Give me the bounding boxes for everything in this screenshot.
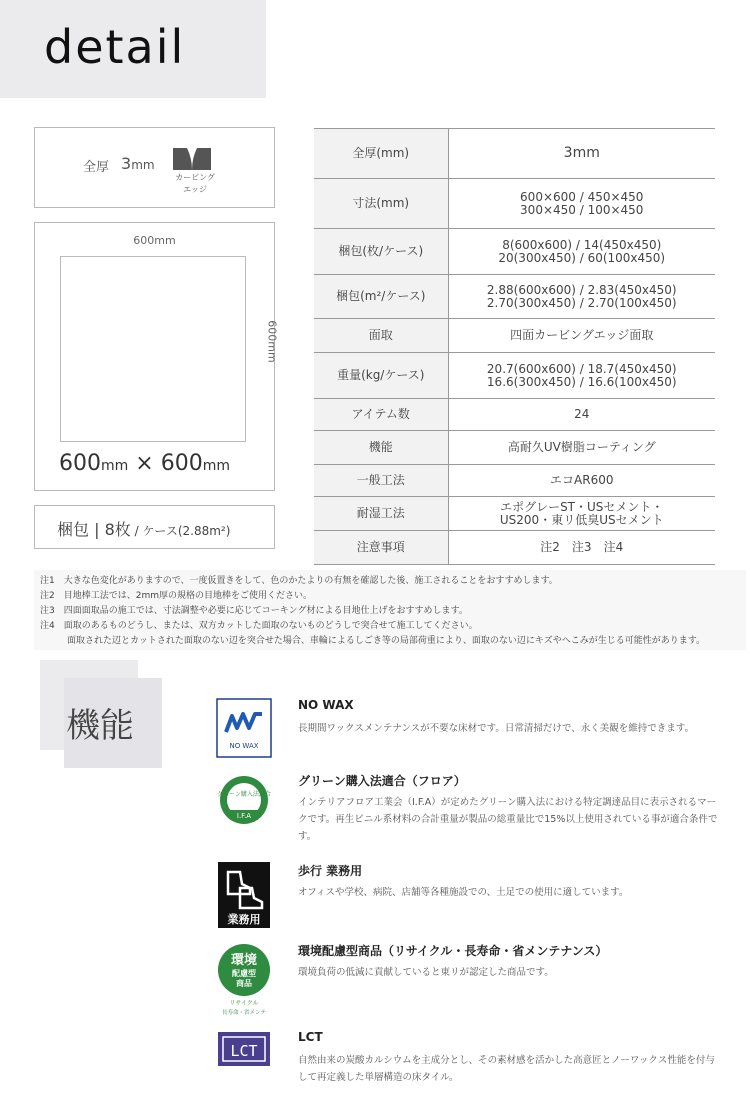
spec-value-line: 3mm [563, 145, 600, 161]
spec-value [448, 399, 715, 431]
spec-value [448, 353, 715, 399]
dimension-summary: 600mm × 600mm [59, 451, 230, 476]
carving-edge-label: カービング エッジ [175, 173, 215, 194]
thickness-value: 3mm [121, 154, 155, 173]
spec-row [314, 497, 715, 531]
spec-value [448, 319, 715, 353]
feature-desc: 長期間ワックスメンテナンスが不要な床材です。日常清掃だけで、永く美観を維持できます。 [298, 723, 694, 734]
business-use-icon [216, 862, 272, 928]
spec-label: 寸法(mm) [314, 179, 448, 229]
spec-label: アイテム数 [314, 399, 448, 431]
svg-text:NO WAX: NO WAX [229, 742, 259, 750]
spec-value [448, 229, 715, 275]
spec-row [314, 465, 715, 497]
spec-value-line: 高耐久UV樹脂コーティング [507, 440, 656, 454]
spec-row [314, 319, 715, 353]
spec-row [314, 399, 715, 431]
svg-text:LCT: LCT [230, 1042, 258, 1060]
spec-value-line: 20(300x450) / 60(100x450) [498, 250, 666, 265]
note-4: 注4 面取のあるものどうし、または、双方カットした面取のないものどうしで突合せて施工してください。 [40, 621, 478, 631]
feature-title: LCT [298, 1030, 323, 1044]
svg-text:リサイクル: リサイクル [229, 1000, 259, 1007]
spec-row [314, 353, 715, 399]
note-3: 注3 四面面取品の施工では、寸法調整や必要に応じてコーキング材による目地仕上げをおすすめします。 [40, 606, 468, 616]
note-2: 注2 目地棒工法では、2mm厚の規格の目地棒をご使用ください。 [40, 591, 312, 601]
feature-title: グリーン購入法適合（フロア） [298, 774, 466, 788]
note-1: 注1 大きな色変化がありますので、一度仮置きをして、色のかたよりの有無を確認した後、施工されることをおすすめします。 [40, 576, 558, 586]
lct-icon [216, 1030, 272, 1070]
no-wax-icon [216, 698, 272, 758]
spec-value [448, 531, 715, 565]
spec-label: 耐湿工法 [314, 497, 448, 531]
notes-section [34, 570, 746, 650]
spec-row [314, 275, 715, 319]
spec-label: 梱包(m²/ケース) [314, 275, 448, 319]
dimension-height-label: 600mm [265, 320, 279, 363]
svg-text:業務用: 業務用 [227, 913, 261, 926]
spec-label: 全厚(mm) [314, 129, 448, 179]
thickness-box [34, 127, 275, 208]
spec-value [448, 179, 715, 229]
feature-business-use [216, 862, 726, 928]
feature-environment [216, 942, 726, 1018]
spec-value-line: エコAR600 [550, 473, 614, 487]
spec-value-line: 24 [574, 407, 590, 421]
dimension-box [34, 222, 279, 491]
spec-value-line: 2.88(600x600) / 2.83(450x450) [486, 282, 677, 297]
carving-edge-icon [173, 148, 211, 170]
spec-row [314, 431, 715, 465]
feature-no-wax [216, 698, 726, 758]
spec-label: 梱包(枚/ケース) [314, 229, 448, 275]
note-4-continued: 面取された辺とカットされた面取のない辺を突合せた場合、車輪によるしごき等の局部荷重により、面取のない辺にキズやへこみが生じる可能性があります。 [40, 636, 706, 646]
feature-title: NO WAX [298, 698, 354, 712]
spec-value [448, 497, 715, 531]
spec-label: 面取 [314, 319, 448, 353]
spec-value [448, 465, 715, 497]
spec-value [448, 129, 715, 179]
environment-icon [216, 942, 272, 1018]
spec-row [314, 229, 715, 275]
feature-green-purchase [216, 772, 726, 852]
spec-value [448, 431, 715, 465]
spec-row [314, 179, 715, 229]
spec-label: 重量(kg/ケース) [314, 353, 448, 399]
spec-label: 機能 [314, 431, 448, 465]
spec-value-line: 2.70(300x450) / 2.70(100x450) [486, 295, 677, 310]
spec-value-line: 16.6(300x450) / 16.6(100x450) [486, 374, 677, 389]
dimension-width-label: 600mm [133, 234, 176, 247]
spec-value-line: 注2 注3 注4 [540, 540, 624, 554]
green-purchase-icon [216, 772, 272, 832]
features-title: 機能 [66, 706, 134, 746]
svg-text:I.F.A: I.F.A [236, 812, 252, 820]
page-title: detail [44, 20, 186, 74]
svg-text:配慮型: 配慮型 [232, 969, 256, 978]
feature-desc: インテリアフロア工業会（I.F.A）が定めたグリーン購入法における特定調達品目に表示されるマークです。再生ビニル系材料の合計重量が製品の総重量比で15%以上使用されている事が適合条件です。 [298, 797, 718, 842]
spec-label: 注意事項 [314, 531, 448, 565]
spec-row [314, 129, 715, 179]
thickness-label: 全厚 [83, 160, 110, 175]
spec-table [314, 128, 715, 565]
svg-text:商品: 商品 [236, 979, 252, 988]
tile-outline [60, 256, 246, 442]
svg-text:グリーン購入法適合: グリーン購入法適合 [217, 791, 271, 798]
spec-value [448, 275, 715, 319]
spec-value-line: 四面カービングエッジ面取 [510, 328, 654, 342]
packing-box [34, 505, 275, 549]
feature-desc: 自然由来の炭酸カルシウムを主成分とし、その素材感を活かした高意匠とノーワックス性能を付与して再定義した単層構造の床タイル。 [298, 1055, 715, 1083]
spec-value-line: US200・東リ低臭USセメント [499, 512, 664, 527]
feature-lct [216, 1030, 726, 1090]
feature-title: 歩行 業務用 [298, 864, 363, 878]
feature-title: 環境配慮型商品（リサイクル・長寿命・省メンテナンス） [298, 944, 608, 958]
svg-text:長寿命・省メンテ: 長寿命・省メンテ [221, 1010, 267, 1016]
packing-text: 梱包 | 8枚 / ケース(2.88m²) [57, 520, 231, 539]
spec-value-line: 8(600x600) / 14(450x450) [502, 237, 662, 252]
spec-value-line: エポグレーST・USセメント・ [500, 499, 664, 514]
spec-value-line: 20.7(600x600) / 18.7(450x450) [486, 361, 677, 376]
spec-value-line: 300×450 / 100×450 [520, 202, 644, 217]
spec-row [314, 531, 715, 565]
spec-value-line: 600×600 / 450×450 [520, 189, 644, 204]
feature-desc: オフィスや学校、病院、店舗等各種施設での、土足での使用に適しています。 [298, 887, 629, 898]
svg-text:環境: 環境 [230, 953, 258, 968]
feature-desc: 環境負荷の低減に貢献していると東リが認定した商品です。 [298, 967, 554, 978]
spec-label: 一般工法 [314, 465, 448, 497]
